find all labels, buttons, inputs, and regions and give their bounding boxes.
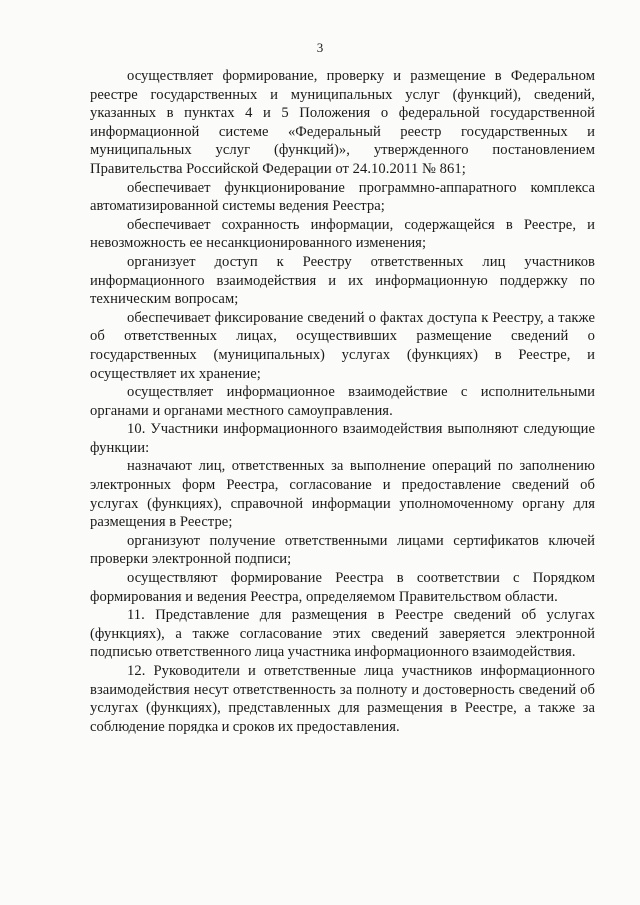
paragraph-information-safety: обеспечивает сохранность информации, содержащейся в Реестре, и невозможность ее несанкционированного изменения; xyxy=(90,216,595,252)
paragraph-submission: 11. Представление для размещения в Реестре сведений об услугах (функциях), а также согласование этих сведений заверяется электронной подписью ответственного лица участника информационного взаимодействия. xyxy=(90,607,595,661)
paragraph-software-functioning: обеспечивает функционирование программно-аппаратного комплекса автоматизированной системы ведения Реестра; xyxy=(90,179,595,215)
page-number: 3 xyxy=(316,40,324,55)
paragraph-registry-formation: осуществляет формирование, проверку и размещение в Федеральном реестре государственных и муниципальных услуг (функций), сведений, указанных в пунктах 4 и 5 Положения о федеральной государственной информационной системе «Федеральный реестр государственных и муниципальных услуг (функций)», утвержденного постановлением Правительства Российской Федерации от 24.10.2011 № 861; xyxy=(90,68,595,177)
paragraph-responsibility: 12. Руководители и ответственные лица участников информационного взаимодействия несут ответственность за полноту и достоверность сведений об услугах (функциях), представленных для размещения в Реестре, а также за соблюдение порядка и сроков их предоставления. xyxy=(90,663,595,735)
paragraph-interaction: осуществляет информационное взаимодействие с исполнительными органами и органами местного самоуправления. xyxy=(90,384,595,419)
paragraph-participants-functions: 10. Участники информационного взаимодействия выполняют следующие функции: xyxy=(90,421,595,456)
paragraph-certificates: организуют получение ответственными лицами сертификатов ключей проверки электронной подписи; xyxy=(90,532,595,568)
paragraph-appoint-responsible: назначают лиц, ответственных за выполнение операций по заполнению электронных форм Реестра, согласование и предоставление сведений об услугах (функциях), справочной информации уполномоченному органу для размещения в Реестре; xyxy=(90,458,595,531)
paragraph-access-organization: организует доступ к Реестру ответственных лиц участников информационного взаимодействия и их информационную поддержку по техническим вопросам; xyxy=(90,253,595,308)
paragraph-access-recording: обеспечивает фиксирование сведений о фактах доступа к Реестру, а также об ответственных лицах, осуществивших размещение сведений о государственных (муниципальных) услугах (функциях) в Реестре, и осуществляет их хранение; xyxy=(90,309,595,382)
document-body xyxy=(90,67,595,736)
paragraph-registry-forming: осуществляют формирование Реестра в соответствии с Порядком формирования и ведения Реестра, определяемом Правительством области. xyxy=(90,570,595,605)
